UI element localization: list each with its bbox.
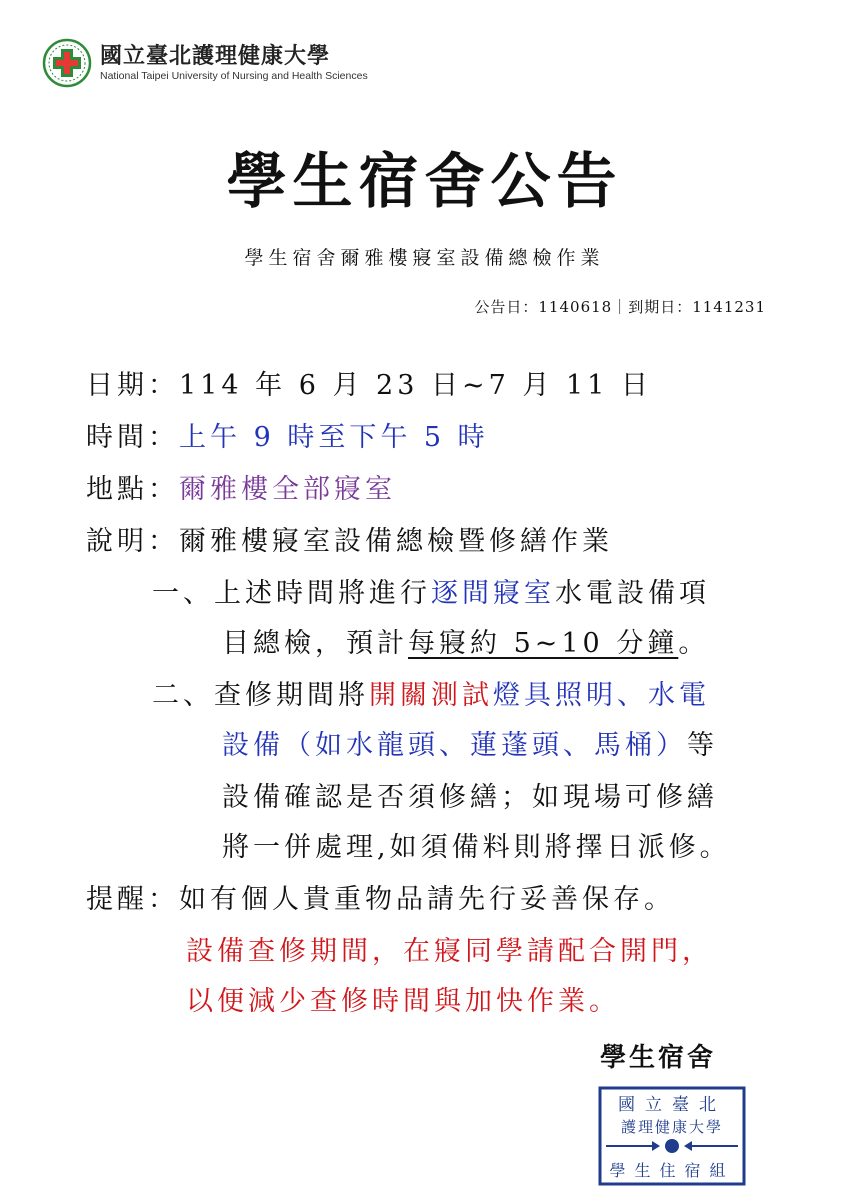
item2-lighting: 燈具照明、水電 <box>493 680 710 711</box>
item2-marker: 二、 <box>152 680 214 711</box>
time-value: 上午 9 時至下午 5 時 <box>179 422 489 453</box>
reminder-value: 如有個人貴重物品請先行妥善保存。 <box>179 884 675 915</box>
reminder-red-2: 以便減少查修時間與加快作業。 <box>186 986 620 1017</box>
stamp-mid-text: 護理健康大學 <box>620 1118 724 1136</box>
time-label: 時間： <box>86 422 179 453</box>
school-name-zh: 國立臺北護理健康大學 <box>100 43 331 69</box>
reminder-line <box>86 880 675 920</box>
reminder-label: 提醒： <box>86 884 179 915</box>
item2-line3 <box>222 778 718 818</box>
page-title: 學生宿舍公告 <box>226 147 623 217</box>
time-line <box>86 418 489 458</box>
item1-highlight: 逐間寢室 <box>431 578 555 609</box>
stamp-bottom-text: 學生住宿組 <box>609 1161 735 1180</box>
reminder-red-1: 設備查修期間，在寢同學請配合開門， <box>186 936 713 967</box>
item1-line1 <box>152 574 710 614</box>
official-seal-stamp <box>598 1086 746 1186</box>
school-name-en: National Taipei University of Nursing and Health Sciences <box>100 70 368 82</box>
item1-text-c: 水電設備項 <box>555 578 710 609</box>
item2-line4 <box>222 828 731 868</box>
date-label: 日期： <box>86 370 179 401</box>
page-subtitle: 學生宿舍爾雅樓寢室設備總檢作業 <box>244 247 605 269</box>
item2-equipment: 設備（如水龍頭、蓮蓬頭、馬桶） <box>222 730 687 761</box>
item1-text-f: 。 <box>678 628 710 659</box>
item2-text-e: 等 <box>687 730 718 761</box>
place-value: 爾雅樓全部寢室 <box>179 474 396 505</box>
item1-text-a: 上述時間將進行 <box>214 578 431 609</box>
school-emblem-icon <box>42 38 92 88</box>
item2-line2 <box>222 726 718 766</box>
item1-text-d: 目總檢，預計 <box>222 628 408 659</box>
date-line <box>86 366 652 406</box>
item2-text-g: 將一併處理,如須備料則將擇日派修。 <box>222 832 731 863</box>
school-logo <box>42 38 368 88</box>
description-line <box>86 522 613 562</box>
announcement-dates: 公告日：1140618｜到期日：1141231 <box>474 298 766 316</box>
item2-text-f: 設備確認是否須修繕；如現場可修繕 <box>222 782 718 813</box>
description-value: 爾雅樓寢室設備總檢暨修繕作業 <box>179 526 613 557</box>
item2-text-a: 查修期間將 <box>214 680 369 711</box>
place-line <box>86 470 396 510</box>
signer: 學生宿舍 <box>600 1043 717 1073</box>
item1-duration: 每寢約 5~10 分鐘 <box>408 628 679 659</box>
item1-line2 <box>222 624 709 664</box>
date-value: 114 年 6 月 23 日~7 月 11 日 <box>179 370 652 401</box>
item2-switch-test: 開關測試 <box>369 680 493 711</box>
item1-marker: 一、 <box>152 578 214 609</box>
stamp-top-text: 國立臺北 <box>618 1095 726 1115</box>
place-label: 地點： <box>86 474 179 505</box>
description-label: 說明： <box>86 526 179 557</box>
item2-line1 <box>152 676 710 716</box>
